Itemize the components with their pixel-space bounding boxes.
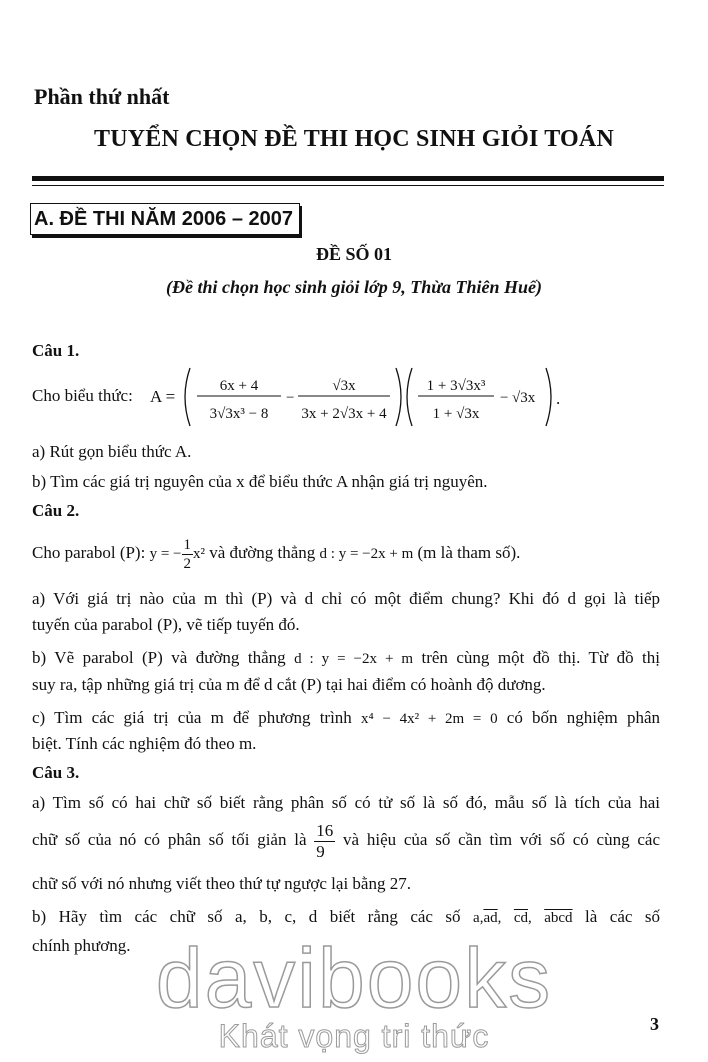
exam-source: (Đề thi chọn học sinh giỏi lớp 9, Thừa Thiên Huế) xyxy=(166,277,542,297)
q3-a-line1: a) Tìm số có hai chữ số biết rằng phân số có tử số là số đó, mẫu số là tích của hai xyxy=(32,793,660,812)
q2-b-line2: suy ra, tập những giá trị của m để d cắt (P) tại hai điểm có hoành độ dương. xyxy=(32,675,546,694)
paren-right-2 xyxy=(546,368,551,426)
exam-number: ĐỀ SỐ 01 xyxy=(315,244,393,264)
q2-c-line1 xyxy=(32,707,660,730)
part-title: Phần thứ nhất xyxy=(34,84,170,109)
f1-num: 6x + 4 xyxy=(219,378,259,394)
title-divider-thin xyxy=(32,185,664,186)
half-fraction xyxy=(182,536,194,573)
f3-den: 1 + √3x xyxy=(432,406,480,422)
q2-b-pre: b) Vẽ parabol (P) và đường thẳng xyxy=(32,648,286,667)
frac-den: 9 xyxy=(316,841,325,861)
watermark-tagline: Khát vọng tri thức xyxy=(218,1018,490,1054)
f2-num: √3x xyxy=(332,378,356,394)
q3-b-post: là các số xyxy=(585,907,660,926)
sym-a: a, xyxy=(473,910,484,926)
q3-a-line3: chữ số với nó nhưng viết theo thứ tự ngược lại bằng 27. xyxy=(32,874,411,893)
q3-heading: Câu 3. xyxy=(32,763,80,782)
sym-cd: $\overline{cd}$ xyxy=(513,910,529,926)
paren-left-1 xyxy=(185,368,190,426)
sixteen-ninths-fraction xyxy=(314,821,335,862)
q2-b-eq: d : y = −2x + m xyxy=(294,651,414,667)
f2-den: 3x + 2√3x + 4 xyxy=(301,406,387,422)
q2-c-pre: c) Tìm các giá trị của m để phương trình xyxy=(32,708,352,727)
watermark-logo: davibooks xyxy=(155,931,553,1025)
paren-right-1 xyxy=(396,368,401,426)
f1-den: 3√3x³ − 8 xyxy=(209,406,269,422)
sym-ad: $\overline{ad}$ xyxy=(483,910,498,926)
q2-c-line2: biệt. Tính các nghiệm đó theo m. xyxy=(32,734,257,753)
q2-intro-line: d : y = −2x + m xyxy=(319,546,414,562)
f3-tail: √3x xyxy=(512,390,536,406)
main-title: TUYỂN CHỌN ĐỀ THI HỌC SINH GIỎI TOÁN xyxy=(94,126,614,152)
q1-part-a: a) Rút gọn biểu thức A. xyxy=(32,442,192,461)
q1-heading: Câu 1. xyxy=(32,341,80,360)
q3-a-pre: chữ số của nó có phân số tối giản là xyxy=(32,830,307,849)
q3-b-line1: b) Hãy tìm các chữ số a, b, c, d biết rằng các số $a,\overline{ad}$, $\overline{cd}$, abcd là các số xyxy=(32,907,660,926)
section-title: A. ĐỀ THI NĂM 2006 – 2007 xyxy=(30,203,300,235)
q2-intro-pre: Cho parabol (P): xyxy=(32,543,146,562)
f3-num: 1 + 3√3x³ xyxy=(426,378,486,394)
q2-b-line1 xyxy=(32,647,660,670)
q2-heading: Câu 2. xyxy=(32,501,80,520)
q2-c-eq: x⁴ − 4x² + 2m = 0 xyxy=(361,711,498,727)
page-number: 3 xyxy=(650,1014,659,1034)
q2-a-line1: a) Với giá trị nào của m thì (P) và d chỉ có một điểm chung? Khi đó d gọi là tiếp xyxy=(32,589,660,608)
q3-b-pre: b) Hãy tìm các chữ số a, b, c, d biết rằng các số xyxy=(32,907,461,926)
half-num: 1 xyxy=(183,536,191,553)
q1-part-b: b) Tìm các giá trị nguyên của x để biểu thức A nhận giá trị nguyên. xyxy=(32,472,488,491)
q1-formula xyxy=(150,362,570,432)
q2-intro xyxy=(32,531,520,576)
q2-intro-mid: và đường thẳng xyxy=(209,543,316,562)
q2-c-post: có bốn nghiệm phân xyxy=(506,708,661,727)
q2-intro-eq-rhs: x² xyxy=(193,546,205,562)
title-divider-thick xyxy=(32,176,664,181)
q2-intro-eq-lhs: y = − xyxy=(149,546,182,562)
q2-a-line2: tuyến của parabol (P), vẽ tiếp tuyến đó. xyxy=(32,615,300,634)
q2-b-post: trên cùng một đồ thị. Từ đồ thị xyxy=(421,648,660,667)
frac-num: 16 xyxy=(316,820,334,840)
q3-a-post: và hiệu của số cần tìm với số có cùng các xyxy=(343,830,661,849)
q3-a-line2 xyxy=(32,818,660,862)
half-den: 2 xyxy=(183,555,191,572)
svg-text:.: . xyxy=(556,389,561,408)
minus-sign: − xyxy=(286,390,295,406)
q1-intro: Cho biểu thức: xyxy=(32,386,133,405)
q3-b-line2: chính phương. xyxy=(32,936,131,955)
q2-intro-post: (m là tham số). xyxy=(417,543,521,562)
formula-lhs: A = xyxy=(150,387,176,406)
minus-sign-2: − xyxy=(500,390,509,406)
sym-abcd: abcd xyxy=(544,910,573,926)
paren-left-2 xyxy=(407,368,412,426)
